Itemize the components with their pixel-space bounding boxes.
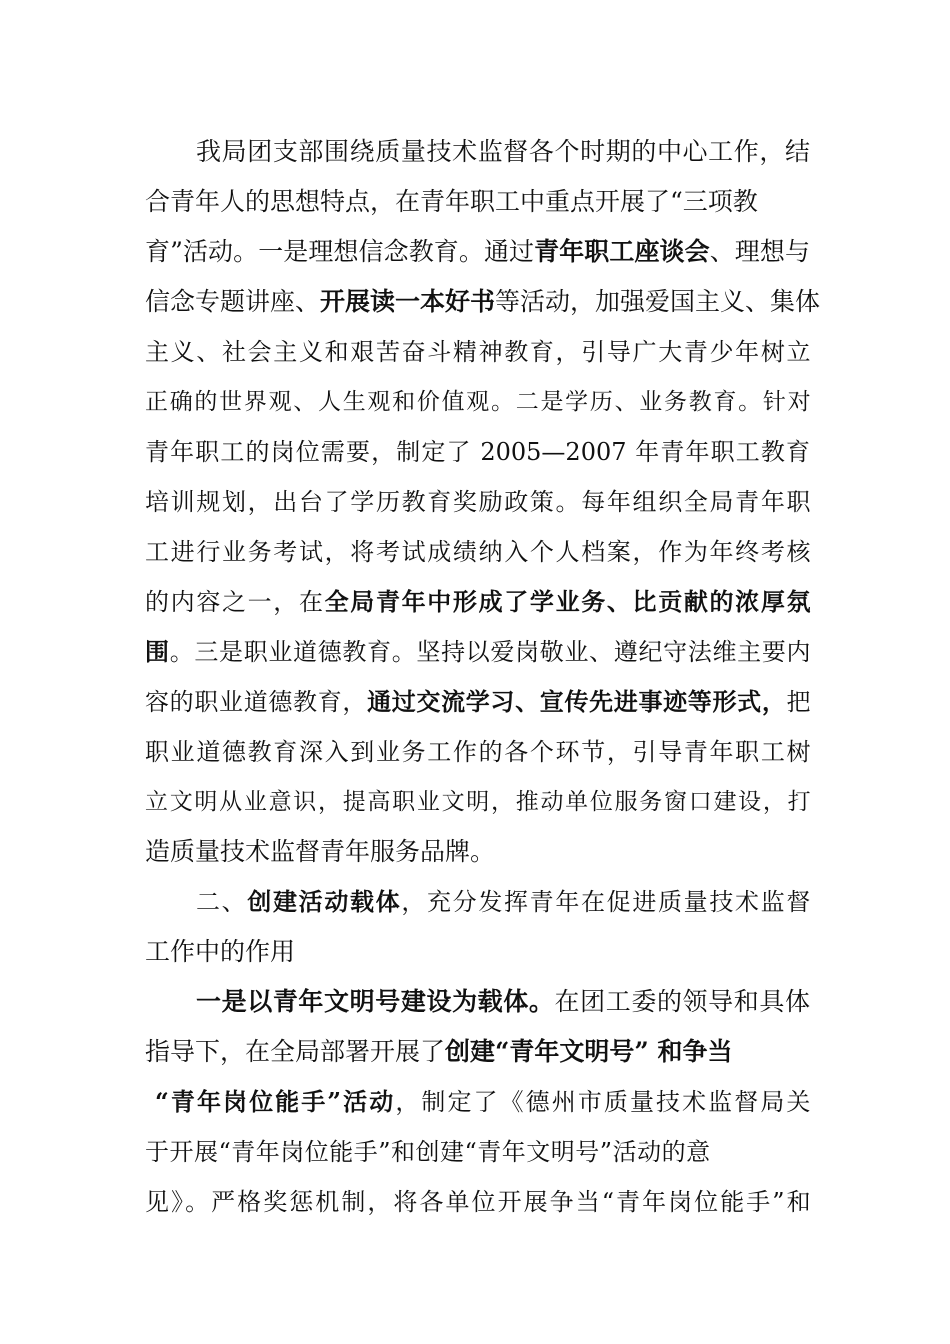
text-run: 在团工委的领导和具体 <box>554 987 810 1016</box>
section-heading-line <box>196 877 810 927</box>
text-run: 的内容之一，在 <box>145 588 325 616</box>
text-line <box>145 1127 785 1177</box>
text-run: 职业道德教育深入到业务工作的各个环节，引导青年职工树 <box>145 738 810 766</box>
text-line <box>145 927 810 977</box>
text-line <box>145 377 810 427</box>
text-line <box>145 827 810 877</box>
text-line <box>145 227 810 277</box>
text-line <box>145 427 810 477</box>
text-run: 青年职工的岗位需要，制定了 2005—2007 年青年职工教育 <box>145 438 810 466</box>
text-run: ，充分发挥青年在促进质量技术监督 <box>401 888 811 916</box>
text-line <box>145 527 810 577</box>
text-run: 立文明从业意识，提高职业文明，推动单位服务窗口建设，打 <box>145 789 810 815</box>
bold-text-run: 青年职工座谈会 <box>534 237 710 266</box>
text-run: 工进行业务考试，将考试成绩纳入个人档案，作为年终考核 <box>145 538 810 566</box>
bold-text-run: 创建活动载体 <box>247 887 402 916</box>
text-line <box>145 677 810 727</box>
text-run: 指导下，在全局部署开展了 <box>145 1037 446 1066</box>
text-run: 育”活动。一是理想信念教育。通过 <box>145 237 535 266</box>
text-line <box>196 977 810 1027</box>
text-run: 我局团支部围绕质量技术监督各个时期的中心工作，结 <box>196 137 810 166</box>
text-run: ，制定了《德州市质量技术监督局关 <box>395 1088 810 1116</box>
bold-text-run: 通过交流学习、宣传先进事迹等形式， <box>367 687 787 716</box>
text-line <box>145 277 821 327</box>
text-line <box>145 327 810 377</box>
text-run: 见》。严格奖惩机制，将各单位开展争当“青年岗位能手”和 <box>145 1188 810 1216</box>
bold-text-run: 一是以青年文明号建设为载体。 <box>196 987 555 1016</box>
text-run: 工作中的作用 <box>145 937 296 966</box>
text-line <box>145 727 810 777</box>
text-run: 、理想与 <box>709 237 810 266</box>
text-run: 容的职业道德教育， <box>145 688 368 716</box>
text-run: 于开展“青年岗位能手”和创建“青年文明号”活动的意 <box>145 1138 711 1166</box>
bold-text-run: 创建“青年文明号” 和争当 <box>445 1037 733 1066</box>
text-run: 。三是职业道德教育。坚持以爱岗敬业、遵纪守法维主要内 <box>169 638 811 666</box>
text-run: 合青年人的思想特点，在青年职工中重点开展了“三项教 <box>145 187 758 216</box>
text-line <box>145 1027 770 1077</box>
text-run: 等活动，加强爱国主义、集体 <box>495 287 821 316</box>
text-line <box>145 477 810 527</box>
text-run: 把 <box>786 688 811 716</box>
text-line <box>145 1177 810 1227</box>
bold-text-run: 全局青年中形成了学业务、比贡献的浓厚氛 <box>324 587 811 616</box>
text-run: 造质量技术监督青年服务品牌。 <box>145 837 496 866</box>
text-line <box>145 627 810 677</box>
text-run: 正确的世界观、人生观和价值观。二是学历、业务教育。针对 <box>145 389 810 415</box>
text-line <box>155 1077 810 1127</box>
bold-text-run: 开展读一本好书 <box>320 287 496 316</box>
text-line <box>145 177 785 227</box>
text-line <box>196 127 810 177</box>
text-run: 培训规划，出台了学历教育奖励政策。每年组织全局青年职 <box>145 488 810 516</box>
text-run: 二、 <box>196 888 248 916</box>
bold-text-run: 围 <box>145 637 170 666</box>
text-line <box>145 777 810 827</box>
text-run: 信念专题讲座、 <box>145 287 321 316</box>
text-line <box>145 577 810 627</box>
text-run: 主义、社会主义和艰苦奋斗精神教育，引导广大青少年树立 <box>145 338 810 366</box>
bold-text-run: “青年岗位能手”活动 <box>155 1087 396 1116</box>
